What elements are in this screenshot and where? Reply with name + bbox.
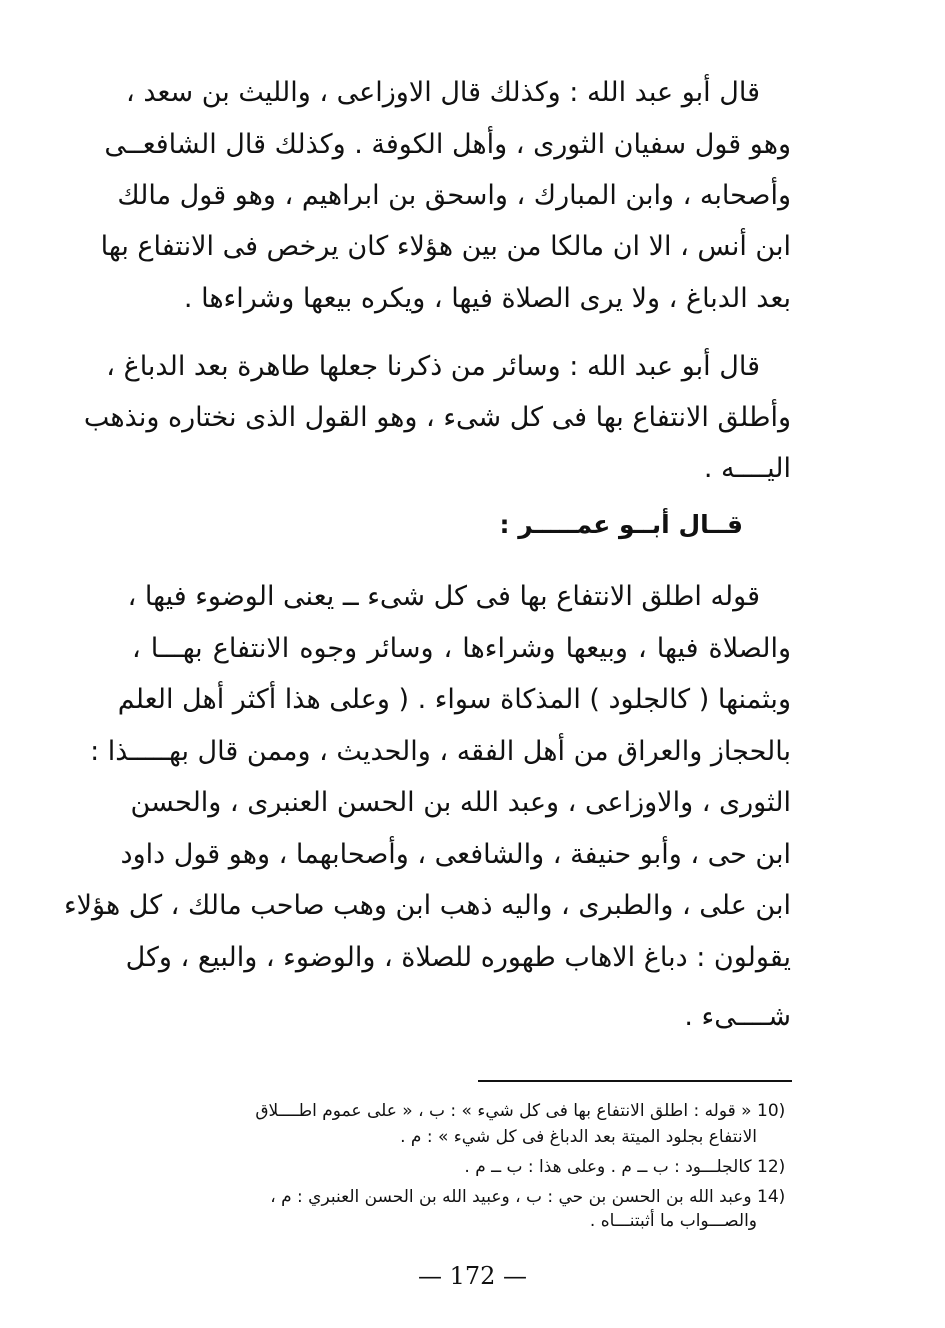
paragraph-2-line-2: وأطلق الانتفاع بها فى كل شىء ، وهو القول الذى نختاره ونذهب: [83, 402, 791, 433]
paragraph-3-line-1: قوله اطلق الانتفاع بها فى كل شىء ــ يعنى الوضوء فيها ،: [127, 581, 760, 612]
paragraph-3-line-2: والصلاة فيها ، وبيعها وشراءها ، وسائر وجوه الانتفاع بهـــا ،: [132, 633, 791, 664]
section-heading: قــال أبــو عمـــــر :: [499, 510, 743, 539]
paragraph-1-line-5: بعد الدباغ ، ولا يرى الصلاة فيها ، ويكره بيعها وشراءها .: [183, 283, 791, 314]
paragraph-3-line-5: الثورى ، والاوزاعى ، وعبد الله بن الحسن العنبرى ، والحسن: [130, 787, 791, 818]
paragraph-1-line-1: قال أبو عبد الله : وكذلك قال الاوزاعى ، والليث بن سعد ،: [126, 77, 760, 108]
paragraph-3-line-6: ابن حى ، وأبو حنيفة ، والشافعى ، وأصحابهما ، وهو قول داود: [120, 839, 791, 870]
footnote-14: [130, 1186, 793, 1208]
footnote-text: وعبد الله بن الحسن بن حي : ب ، وعبيد الله بن الحسن العنبري : م ،: [270, 1187, 752, 1207]
paragraph-2-line-3: اليــــه .: [703, 453, 791, 484]
paragraph-3-line-8: يقولون : دباغ الاهاب طهوره للصلاة ، والوضوء ، والبيع ، وكل: [125, 942, 791, 973]
footnote-separator: [478, 1080, 792, 1082]
paragraph-3-line-7: ابن على ، والطبرى ، واليه ذهب ابن وهب صاحب مالك ، كل هؤلاء: [63, 890, 791, 921]
footnote-10: [130, 1100, 793, 1122]
paragraph-1-line-4: ابن أنس ، الا ان مالكا من بين هؤلاء كان يرخص فى الانتفاع بها: [100, 231, 791, 262]
footnote-text: « قوله : اطلق الانتفاع بها فى كل شيء » : ب ، « على عموم اطــــلاق: [255, 1101, 752, 1121]
paragraph-3-line-9: شــــىء .: [684, 1001, 791, 1032]
paragraph-3-line-3: وبثمنها ( كالجلود ) المذكاة سواء . ( وعلى هذا أكثر أهل العلم: [117, 684, 791, 715]
footnote-12: [130, 1156, 793, 1178]
footnote-number: 14): [757, 1187, 786, 1207]
paragraph-3-line-4: بالحجاز والعراق من أهل الفقه ، والحديث ، وممن قال بهـــــذا :: [90, 736, 791, 767]
footnote-10-continuation: الانتفاع بجلود الميتة بعد الدباغ فى كل شيء » : م .: [400, 1127, 757, 1147]
paragraph-1-line-2: وهو قول سفيان الثورى ، وأهل الكوفة . وكذلك قال الشافعــى: [104, 129, 791, 160]
footnote-number: 12): [757, 1157, 786, 1177]
paragraph-1-line-3: وأصحابه ، وابن المبارك ، واسحق بن ابراهيم ، وهو قول مالك: [117, 180, 791, 211]
paragraph-2-line-1: قال أبو عبد الله : وسائر من ذكرنا جعلها طاهرة بعد الدباغ ،: [106, 351, 760, 382]
footnote-text: كالجلـــود : ب ــ م . وعلى هذا : ب ــ م .: [464, 1157, 752, 1177]
footnote-number: 10): [757, 1101, 786, 1121]
footnote-14-continuation: والصـــواب ما أثبتنـــاه .: [589, 1211, 757, 1231]
page-number: — 172 —: [417, 1262, 528, 1290]
